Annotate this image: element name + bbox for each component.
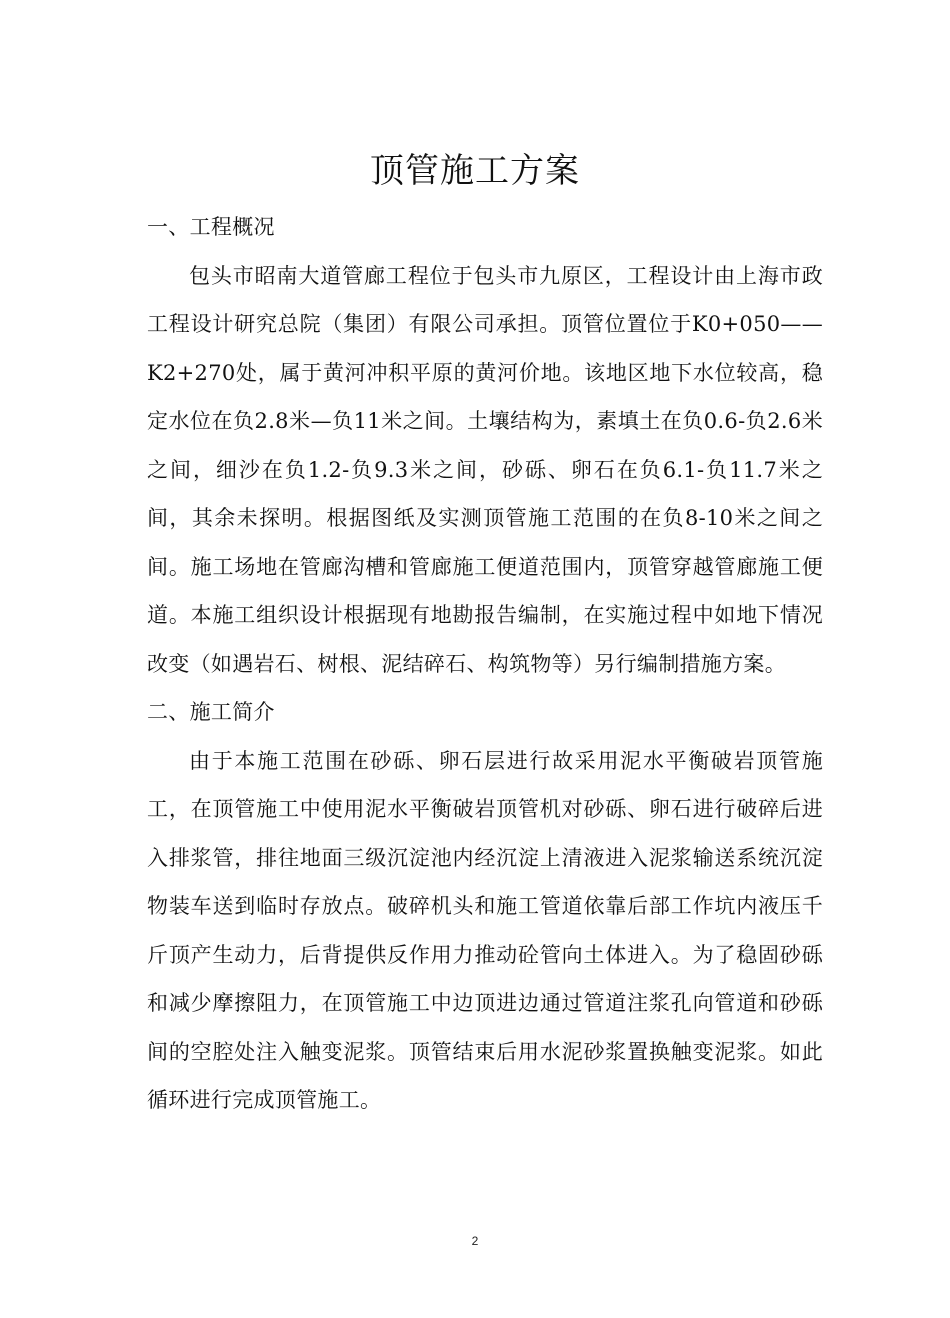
section-paragraph-overview: 包头市昭南大道管廊工程位于包头市九原区，工程设计由上海市政工程设计研究总院（集团）有限公司承担。顶管位置位于K0+050——K2+270处，属于黄河冲积平原的黄河价地。该地区地下水位较高，稳定水位在负2.8米—负11米之间。土壤结构为，素填土在负0.6-负2.6米之间，细沙在负1.2-负9.3米之间，砂砾、卵石在负6.1-负11.7米之间，其余未探明。根据图纸及实测顶管施工范围的在负8-10米之间之间。施工场地在管廊沟槽和管廊施工便道范围内，顶管穿越管廊施工便道。本施工组织设计根据现有地勘报告编制，在实施过程中如地下情况改变（如遇岩石、树根、泥结碎石、构筑物等）另行编制措施方案。 (147, 263, 823, 676)
section-paragraph-introduction: 由于本施工范围在砂砾、卵石层进行故采用泥水平衡破岩顶管施工，在顶管施工中使用泥水平衡破岩顶管机对砂砾、卵石进行破碎后进入排浆管，排往地面三级沉淀池内经沉淀上清液进入泥浆输送系统沉淀物装车送到临时存放点。破碎机头和施工管道依靠后部工作坑内液压千斤顶产生动力，后背提供反作用力推动砼管向土体进入。为了稳固砂砾和减少摩擦阻力，在顶管施工中边顶进边通过管道注浆孔向管道和砂砾间的空腔处注入触变泥浆。顶管结束后用水泥砂浆置换触变泥浆。如此循环进行完成顶管施工。 (147, 748, 823, 1112)
page-number: 2 (471, 1234, 479, 1248)
document-title: 顶管施工方案 (370, 151, 580, 191)
document-body (147, 203, 823, 1125)
section-heading-overview: 一、工程概况 (147, 215, 275, 239)
section-heading-introduction: 二、施工简介 (147, 700, 275, 724)
